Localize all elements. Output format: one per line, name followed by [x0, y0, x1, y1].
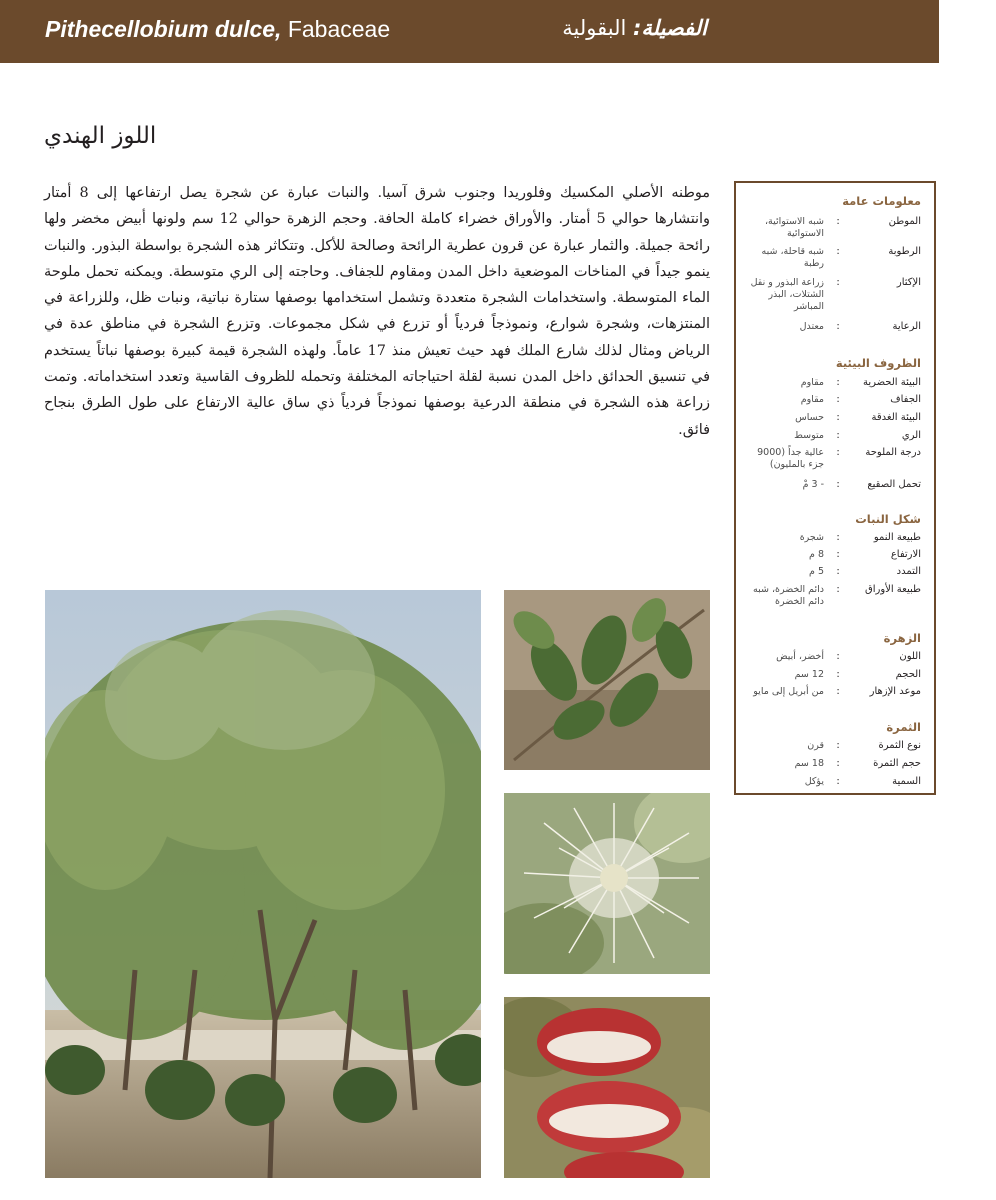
info-value: يؤكل	[804, 776, 824, 787]
colon: :	[836, 532, 840, 543]
info-value: 5 م	[809, 566, 824, 577]
info-label: طبيعة الأوراق	[864, 584, 921, 595]
section-title-general: معلومات عامة	[842, 194, 921, 208]
info-value: مقاوم	[800, 377, 824, 388]
family-arabic: البقولية	[562, 16, 633, 40]
info-row	[736, 447, 934, 470]
info-row	[736, 549, 934, 565]
info-row	[736, 776, 934, 792]
page-title: اللوز الهندي	[44, 123, 157, 149]
info-label: موعد الإزهار	[869, 686, 921, 697]
info-row	[736, 669, 934, 685]
info-label: نوع الثمرة	[878, 740, 921, 751]
info-row	[736, 377, 934, 393]
scientific-name: Pithecellobium dulce,	[45, 16, 282, 42]
info-label: الرعاية	[892, 321, 921, 332]
info-value: 8 م	[809, 549, 824, 560]
info-label: الإكثار	[896, 277, 921, 288]
leaf-photo	[504, 590, 710, 770]
flower-photo	[504, 793, 710, 974]
info-label: السمية	[892, 776, 921, 787]
colon: :	[836, 377, 840, 388]
header-band	[0, 0, 939, 63]
info-label: طبيعة النمو	[873, 532, 921, 543]
info-row	[736, 566, 934, 582]
colon: :	[836, 216, 840, 227]
info-row	[736, 216, 934, 239]
info-value: زراعة البذور و نقل الشتلات، البذر المباشر	[750, 277, 824, 312]
colon: :	[836, 394, 840, 405]
info-row	[736, 686, 934, 702]
description-paragraph: موطنه الأصلي المكسيك وفلوريدا وجنوب شرق آسيا. والنبات عبارة عن شجرة يصل ارتفاعها إلى 8 أمتار وانتشارها حوالي 5 أمتار. والأوراق خضراء كاملة الحافة. وحجم الزهرة حوالي 12 سم ولونها أبيض مخضر ولها رائحة جميلة. والثمار عبارة عن قرون عطرية الرائحة وصالحة للأكل. وتتكاثر هذه الشجرة بواسطة البذور. والنبات ينمو جيداً في المناخات الموضعية داخل المدن ومقاوم للجفاف. وحاجته إلى الري متوسطة. ويمكنه تحمل ملوحة الماء المتوسطة. واستخدامات الشجرة متعددة وتشمل استخدامها بوصفها ستارة نباتية، ونبات ظل، وللزراعة في المنتزهات، وشجرة شوارع، ونموذجاً فردياً أو تزرع في شكل مجموعات. وتزرع الشجرة في مناطق عدة في الرياض ومثال لذلك شارع الملك فهد حيث تعيش منذ 17 عاماً. ولهذه الشجرة قيمة كبيرة بوصفها نباتاً يستخدم في تنسيق الحدائق داخل المدن نسبة لقلة احتياجاته المختلفة وتحمله للظروف القاسية وتعدد استخداماته. وتمت زراعة هذه الشجرة في منطقة الدرعية بوصفها نموذجاً فردياً ذي ساق عالية الارتفاع على طول الطرق بنجاح فائق.	[44, 185, 711, 438]
leaf-photo-illustration	[504, 590, 710, 770]
section-title-plant-form: شكل النبات	[855, 512, 921, 526]
info-row	[736, 479, 934, 495]
colon: :	[836, 740, 840, 751]
info-box	[734, 181, 936, 795]
colon: :	[836, 447, 840, 458]
info-value: مقاوم	[800, 394, 824, 405]
info-label: اللون	[899, 651, 921, 662]
info-row	[736, 651, 934, 667]
info-value: حساس	[795, 412, 824, 423]
info-label: تحمل الصقيع	[867, 479, 921, 490]
info-value: دائم الخضرة، شبه دائم الخضرة	[753, 584, 824, 607]
family-latin: Fabaceae	[281, 16, 391, 42]
tree-photo-illustration	[45, 590, 481, 1178]
info-value: شبه الاستوائية، الاستوائية	[764, 216, 824, 239]
info-value: معتدل	[799, 321, 824, 332]
info-value: - 3 مْ	[802, 479, 824, 490]
info-label: الموطن	[888, 216, 921, 227]
section-title-fruit: الثمرة	[886, 720, 921, 734]
colon: :	[836, 584, 840, 595]
info-row	[736, 412, 934, 428]
colon: :	[836, 669, 840, 680]
info-row	[736, 740, 934, 756]
tree-photo	[45, 590, 481, 1178]
info-row	[736, 584, 934, 607]
colon: :	[836, 321, 840, 332]
header-latin-name	[45, 16, 390, 43]
info-label: درجة الملوحة	[865, 447, 921, 458]
info-row	[736, 246, 934, 269]
info-value: من أبريل إلى مايو	[753, 686, 824, 697]
info-row	[736, 758, 934, 774]
info-label: البيئة الحضرية	[862, 377, 921, 388]
info-label: الحجم	[895, 669, 921, 680]
info-label: الرطوبة	[888, 246, 921, 257]
info-row	[736, 277, 934, 312]
header-arabic-family	[562, 16, 707, 40]
colon: :	[836, 776, 840, 787]
section-title-flower: الزهرة	[883, 631, 921, 645]
info-label: الارتفاع	[890, 549, 921, 560]
fruit-photo	[504, 997, 710, 1178]
info-value: عالية جداً (9000 جزء بالمليون)	[757, 447, 824, 470]
info-label: حجم الثمرة	[873, 758, 921, 769]
colon: :	[836, 430, 840, 441]
colon: :	[836, 246, 840, 257]
colon: :	[836, 566, 840, 577]
info-label: البيئة الغدقة	[871, 412, 921, 423]
colon: :	[836, 412, 840, 423]
colon: :	[836, 549, 840, 560]
info-label: التمدد	[896, 566, 921, 577]
info-label: الجفاف	[890, 394, 921, 405]
colon: :	[836, 758, 840, 769]
colon: :	[836, 686, 840, 697]
info-value: متوسط	[794, 430, 824, 441]
info-row	[736, 321, 934, 337]
section-title-environment: الظروف البيئية	[835, 356, 921, 370]
info-row	[736, 532, 934, 548]
fruit-photo-illustration	[504, 997, 710, 1178]
info-value: شجرة	[799, 532, 824, 543]
colon: :	[836, 277, 840, 288]
info-row	[736, 430, 934, 446]
colon: :	[836, 651, 840, 662]
info-value: شبه قاحلة، شبه رطبة	[761, 246, 824, 269]
flower-photo-illustration	[504, 793, 710, 974]
info-row	[736, 394, 934, 410]
info-label: الري	[901, 430, 921, 441]
info-value: 12 سم	[794, 669, 824, 680]
info-value: قرن	[807, 740, 824, 751]
colon: :	[836, 479, 840, 490]
info-value: 18 سم	[794, 758, 824, 769]
family-label: الفصيلة:	[632, 16, 707, 40]
info-value: أخضر، أبيض	[776, 651, 824, 662]
